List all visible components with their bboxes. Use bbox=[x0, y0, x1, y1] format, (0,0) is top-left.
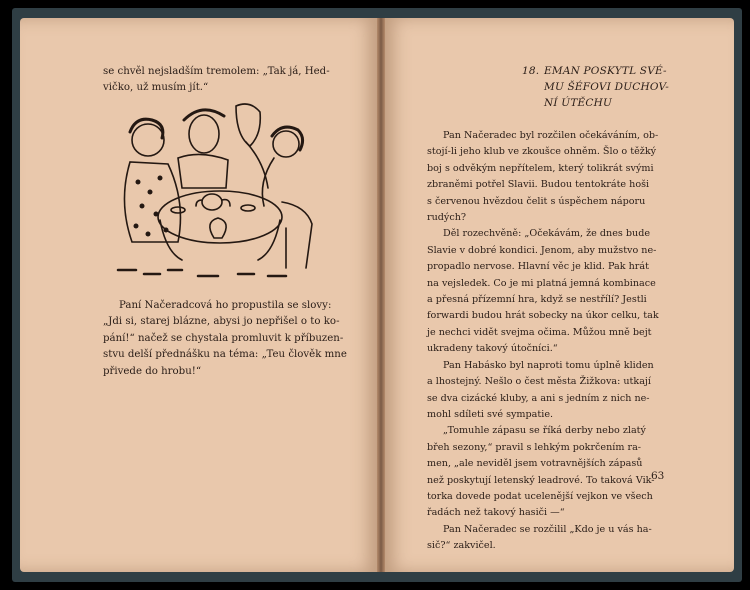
text-line: boj s odvěkým nepřítelem, který tolikrát svými bbox=[427, 162, 654, 174]
text-line: mohl sdíleti své sympatie. bbox=[427, 408, 554, 420]
text-line: s červenou hvězdou čelit s úspěchem náporu bbox=[427, 195, 646, 207]
text-line: a lhostejný. Nešlo o čest města Žižkova: utkají bbox=[427, 376, 651, 388]
chapter-title-line: MU ŠÉFOVI DUCHOV- bbox=[544, 81, 670, 93]
chapter-title-line: EMAN POSKYTL SVÉ- bbox=[544, 65, 667, 77]
text-line: Paní Načeradcová ho propustila se slovy: bbox=[119, 300, 332, 311]
text-line: na vejsledek. Co je mi platná jemná kombinace bbox=[427, 277, 656, 289]
text-line: Pan Načeradec byl rozčilen očekáváním, ob- bbox=[443, 130, 659, 141]
text-line: Pan Habásko byl naproti tomu úplně kliden bbox=[443, 359, 654, 371]
book-gutter bbox=[377, 18, 385, 572]
chapter-title-line: NÍ ÚTĚCHU bbox=[544, 97, 613, 109]
text-line: sič?“ zakvičel. bbox=[427, 540, 496, 552]
text-line: rudých? bbox=[427, 212, 467, 224]
illustration-family-at-table bbox=[108, 92, 330, 290]
text-line: stojí-li jeho klub ve zkoušce ohněm. Šlo o těžký bbox=[427, 146, 657, 158]
text-line: men, „ale neviděl jsem votravnějších zápasů bbox=[427, 458, 643, 470]
text-line: ukradeny takový útočníci.“ bbox=[427, 343, 558, 355]
text-line: je nechci vidět svejma očima. Můžou mně bejt bbox=[427, 326, 652, 338]
text-line: propadlo nervose. Hlavní věc je klid. Pak hrát bbox=[427, 261, 649, 273]
text-line: zbraněmi potřel Slavii. Budou tentokráte hoši bbox=[427, 179, 650, 191]
text-line: řadách než takový hasiči —“ bbox=[427, 507, 565, 519]
text-line: se chvěl nejsladším tremolem: „Tak já, Hed- bbox=[103, 66, 330, 77]
text-line: Pan Načeradec se rozčilil „Kdo je u vás ha- bbox=[443, 523, 652, 535]
chapter-heading bbox=[522, 63, 702, 111]
text-line: pání!“ načež se chystala promluvit k příbuzen- bbox=[103, 332, 344, 344]
text-line: břeh sezony,“ pravil s lehkým pokrčením ra- bbox=[427, 441, 642, 453]
text-line: stvu delší přednášku na téma: „Teu člověk mne bbox=[103, 349, 347, 361]
text-line: forwardi budou hrát sobecky na úkor celku, tak bbox=[427, 310, 659, 322]
text-line: se dva cizácké kluby, a ani s jedním z nich ne- bbox=[427, 392, 650, 404]
text-line: vičko, už musím jít.“ bbox=[103, 82, 209, 94]
left-paragraph bbox=[103, 298, 353, 380]
page-number: 63 bbox=[651, 470, 665, 482]
text-line: „Jdi si, starej blázne, abysi jo nepřišel o to ko- bbox=[103, 316, 340, 328]
text-line: než poskytují letenský leadrové. To taková Vik- bbox=[427, 474, 655, 486]
right-body-text bbox=[427, 128, 669, 555]
text-line: a přesná přízemní hra, když se nestřílí? Jestli bbox=[427, 294, 647, 306]
text-line: přivede do hrobu!“ bbox=[103, 365, 202, 377]
text-line: „Tomuhle zápasu se říká derby nebo zlatý bbox=[443, 425, 646, 437]
text-line: Slavie v dobré kondici. Jenom, aby mužstvo ne- bbox=[427, 244, 657, 256]
text-line: torka dovede podat ucelenější vejkon ve všech bbox=[427, 490, 653, 502]
chapter-number: 18. bbox=[522, 65, 540, 77]
text-line: Děl rozechvěně: „Očekávám, že dnes bude bbox=[443, 228, 651, 240]
